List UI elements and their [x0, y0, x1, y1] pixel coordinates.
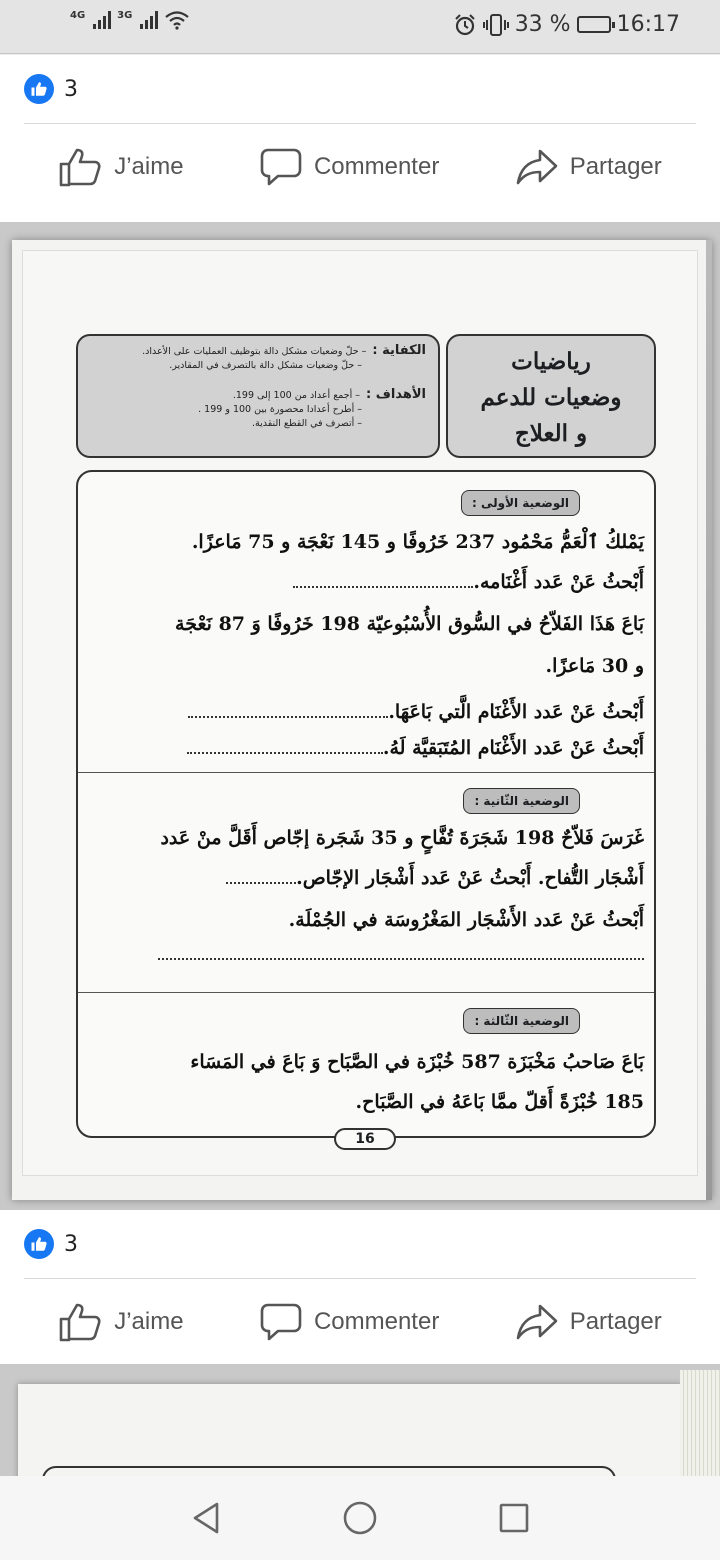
like-button[interactable] [58, 1301, 183, 1343]
share-icon [516, 1303, 558, 1341]
comment-button[interactable] [260, 147, 439, 187]
section-separator [78, 772, 654, 773]
clock: 16:17 [616, 12, 680, 37]
situation-1-label: الوضعية الأولى : [461, 490, 580, 516]
section-separator [78, 992, 654, 993]
situation-1-question [158, 734, 644, 762]
answer-line [187, 752, 383, 754]
back-icon[interactable] [189, 1500, 223, 1536]
binder-edge [706, 240, 712, 1200]
situation-1-question [158, 568, 644, 596]
thumbs-up-icon [58, 146, 102, 188]
situation-1-line: يَمْلكُ ٱلْعَمُّ مَحْمُود 237 خَرُوفًا و 145 نَعْجَة و 75 مَاعزًا. [191, 531, 644, 553]
reactions-summary[interactable] [0, 55, 720, 123]
share-icon [516, 148, 558, 186]
answer-line [226, 882, 296, 884]
title-line: و العلاج [514, 420, 588, 447]
thumbs-up-icon [58, 1301, 102, 1343]
situation-2-label: الوضعية الثّانية : [463, 788, 580, 814]
answer-line [293, 586, 473, 588]
post-actions [0, 124, 720, 210]
post-footer [0, 1210, 720, 1364]
title-line: رياضيات [511, 348, 591, 375]
alarm-icon [453, 13, 477, 37]
title-line: وضعيات للدعم [480, 384, 622, 411]
situation-3-line: 185 خُبْزَةً أَقلّ ممَّا بَاعَهُ في الصَّبَاح. [355, 1091, 644, 1113]
next-post-photo[interactable] [0, 1364, 720, 1476]
battery-icon [577, 16, 611, 33]
question-text: أَبْحثُ عَنْ عَدد الأَغْنَام الَّتي بَاعَهَا. [388, 701, 644, 723]
comment-label: Commenter [313, 153, 440, 180]
competence-label: الكفاية : [372, 343, 426, 358]
like-reaction-icon [24, 1229, 54, 1259]
like-label: J’aime [114, 153, 184, 180]
navigation-bar [0, 1476, 720, 1560]
situation-2-question: أَبْحثُ عَنْ عَدد الأَشْجَار المَغْرُوسَة في الجُمْلَة. [288, 909, 644, 931]
post-actions [0, 1279, 720, 1364]
comment-icon [260, 1302, 302, 1342]
battery-percent: 33 % [514, 12, 571, 37]
post-footer [0, 55, 720, 222]
worksheet-title [446, 334, 656, 458]
question-text: أَبْحثُ عَنْ عَدد الأَغْنَام المُتَبَقيَّة لَهُ. [382, 737, 644, 759]
reactions-summary[interactable] [0, 1210, 720, 1278]
signal-icon [93, 11, 111, 29]
like-button[interactable] [58, 146, 183, 188]
like-count: 3 [64, 1231, 78, 1257]
answer-line [158, 958, 644, 960]
objectives-label: الأهداف : [366, 387, 426, 402]
share-label: Partager [569, 153, 662, 180]
page-edges [680, 1370, 720, 1476]
competence-line: – حلّ وضعيات مشكل دالة بتوظيف العمليات على الأعداد. [142, 346, 367, 357]
objective-line: – أجمع أعداد من 100 إلى 199. [232, 390, 361, 401]
page-number: 16 [334, 1128, 396, 1150]
comment-button[interactable] [260, 1302, 439, 1342]
home-icon[interactable] [341, 1499, 379, 1537]
signal-icon [140, 11, 158, 29]
post-photo[interactable] [0, 222, 720, 1210]
network-type-2: 3G [117, 10, 133, 21]
situation-3-line: بَاعَ صَاحبُ مَخْبَزَة 587 خُبْزَة في الصَّبَاح وَ بَاعَ في المَسَاء [190, 1051, 644, 1073]
share-button[interactable] [516, 148, 662, 186]
recents-icon[interactable] [497, 1501, 531, 1535]
question-text: أَبْحثُ عَنْ عَدد أَغْنَامه. [473, 571, 644, 593]
objective-line: – أتصرف في القطع النقدية. [251, 418, 362, 429]
network-type-1: 4G [70, 10, 86, 21]
answer-line [188, 716, 388, 718]
situation-1-question [158, 698, 644, 726]
vibrate-icon [483, 13, 509, 37]
comment-icon [260, 147, 302, 187]
objective-line: – أطرح أعدادا محصورة بين 100 و 199 . [198, 404, 362, 415]
situation-3-label: الوضعية الثّالثة : [463, 1008, 580, 1034]
situation-1-line: بَاعَ هَذَا الفَلاّحُ في السُّوق الأُسْبُوعيّة 198 خَرُوفًا وَ 87 نَعْجَة [175, 613, 644, 635]
competence-objectives-box [76, 334, 440, 458]
book-page [18, 1384, 682, 1476]
situation-2-line: غَرَسَ فَلاّحٌ 198 شَجَرَةَ تُفَّاحٍ و 35 شَجَرة إجّاص أَقَلَّ منْ عَدد [160, 827, 644, 849]
status-bar [0, 0, 720, 54]
status-indicators [453, 12, 680, 37]
situation-2-line [158, 864, 644, 892]
book-page [12, 240, 712, 1200]
wifi-icon [164, 10, 190, 30]
exercises-box [76, 470, 656, 1138]
network-indicators [70, 10, 190, 30]
share-button[interactable] [516, 1303, 662, 1341]
like-label: J’aime [114, 1307, 184, 1335]
share-label: Partager [569, 1307, 662, 1335]
comment-label: Commenter [313, 1307, 440, 1335]
exercise-box-edge [42, 1466, 616, 1476]
situation-1-line: و 30 مَاعزًا. [545, 655, 644, 677]
like-count: 3 [64, 76, 78, 102]
competence-line: – حلّ وضعيات مشكل دالة بالتصرف في المقادير. [169, 360, 362, 371]
line-text: أَشْجَار التُّفاح. أَبْحثُ عَنْ عَدد أَشْجَار الإجّاص. [296, 867, 644, 889]
like-reaction-icon [24, 74, 54, 104]
